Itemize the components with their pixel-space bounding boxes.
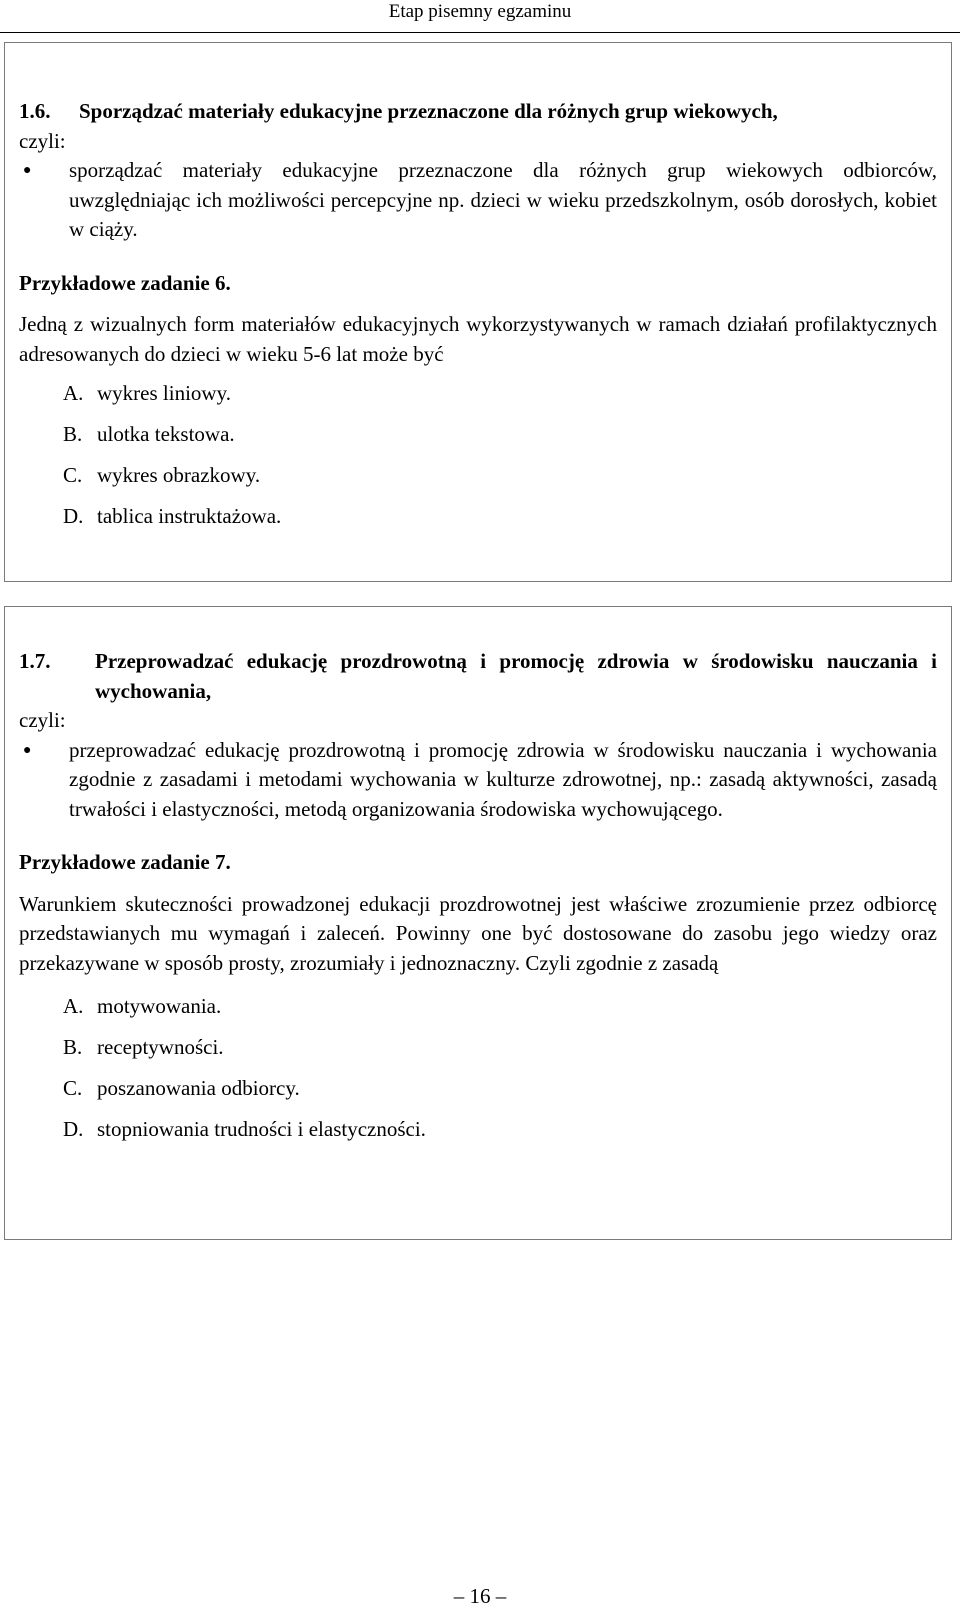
- czyli-label: czyli:: [19, 708, 66, 732]
- page-header: [0, 0, 960, 32]
- header-divider: [0, 32, 960, 33]
- bullet-icon: ●: [23, 163, 32, 178]
- option-letter: A.: [63, 994, 84, 1018]
- option-text: wykres liniowy.: [97, 381, 231, 405]
- answer-options: [19, 986, 937, 1150]
- bullet-text: przeprowadzać edukację prozdrowotną i promocję zdrowia w środowisku nauczania i wychowania zgodnie z zasadami i metodami wychowania w kulturze zdrowotnej, np.: zasadą aktywności, zasadą trwałości i elastyczności, metodą organizowania środowiska wychowującego.: [69, 737, 937, 821]
- answer-option: [63, 1068, 937, 1109]
- option-text: receptywności.: [97, 1035, 224, 1059]
- answer-option: [63, 373, 937, 414]
- answer-option: [63, 1109, 937, 1150]
- answer-option: [63, 1027, 937, 1068]
- option-letter: B.: [63, 422, 83, 446]
- option-text: motywowania.: [97, 994, 222, 1018]
- bullet-text: sporządzać materiały edukacyjne przeznaczone dla różnych grup wiekowych odbiorców, uwzględniając ich możliwości percepcyjne np. dzieci w wieku przedszkolnym, osób dorosłych, kobiet w ciąży.: [69, 158, 937, 241]
- task-question: Jedną z wizualnych form materiałów edukacyjnych wykorzystywanych w ramach działań profilaktycznych adresowanych do dzieci w wieku 5-6 lat może być: [19, 312, 937, 366]
- option-letter: D.: [63, 504, 84, 528]
- option-letter: D.: [63, 1117, 84, 1141]
- answer-option: [63, 455, 937, 496]
- option-letter: A.: [63, 381, 84, 405]
- task-question: Warunkiem skuteczności prowadzonej edukacji prozdrowotnej jest właściwe zrozumienie przez odbiorcę przedstawianych mu wymagań i zaleceń. Powinny one być dostosowane do zasobu jego wiedzy oraz przekazywane w sposób prosty, zrozumiały i jednoznaczny. Czyli zgodnie z zasadą: [19, 891, 937, 975]
- task-title: Przykładowe zadanie 6.: [19, 270, 231, 295]
- list-item: [19, 736, 937, 825]
- answer-option: [63, 986, 937, 1027]
- page-number: – 16 –: [453, 1584, 507, 1608]
- answer-option: [63, 414, 937, 455]
- option-letter: B.: [63, 1035, 83, 1059]
- section-number: 1.6.: [19, 99, 51, 123]
- option-text: ulotka tekstowa.: [97, 422, 235, 446]
- option-letter: C.: [63, 1076, 83, 1100]
- answer-options: [19, 373, 937, 537]
- bullet-icon: ●: [23, 742, 32, 758]
- header-title: Etap pisemny egzaminu: [388, 1, 572, 22]
- option-text: tablica instruktażowa.: [97, 504, 282, 528]
- option-letter: C.: [63, 463, 83, 487]
- section-box-1-6: [4, 42, 952, 582]
- list-item: [19, 156, 937, 245]
- section-box-1-7: [4, 606, 952, 1240]
- answer-option: [63, 496, 937, 537]
- option-text: poszanowania odbiorcy.: [97, 1076, 300, 1100]
- czyli-label: czyli:: [19, 128, 66, 153]
- option-text: stopniowania trudności i elastyczności.: [97, 1117, 426, 1141]
- section-title-text: Sporządzać materiały edukacyjne przeznaczone dla różnych grup wiekowych,: [79, 99, 778, 123]
- section-number: 1.7.: [19, 649, 51, 673]
- section-title-text: Przeprowadzać edukację prozdrowotną i promocję zdrowia w środowisku nauczania i wychowania,: [95, 649, 937, 703]
- section-title: [19, 97, 937, 127]
- option-text: wykres obrazkowy.: [97, 463, 261, 487]
- section-title: [19, 647, 937, 706]
- task-title: Przykładowe zadanie 7.: [19, 850, 231, 874]
